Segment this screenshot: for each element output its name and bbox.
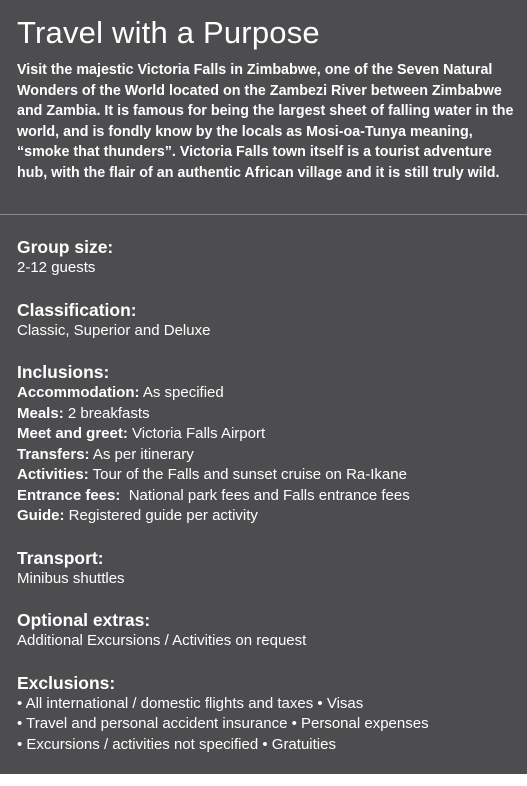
inclusion-value: National park fees and Falls entrance fees [120,486,410,504]
inclusion-value: Tour of the Falls and sunset cruise on Ra-Ikane [88,466,407,483]
exclusions-heading: Exclusions: [17,672,116,693]
inclusion-meet-and-greet [17,424,517,445]
inclusion-meals [17,404,517,425]
intro-paragraph: Visit the majestic Victoria Falls in Zimbabwe, one of the Seven Natural Wonders of the World located on the Zambezi River between Zimbabwe and Zambia. It is famous for being the largest sheet of falling water in the world, and is fondly know by the locals as Mosi-oa-Tunya meaning, “smoke that thunders”. Victoria Falls town itself is a tourist adventure hub, with the flair of an authentic African village and it is still truly wild. [17,62,514,181]
inclusion-label: Guide: [17,507,65,524]
inclusion-label: Transfers: [17,445,90,463]
inclusion-label: Activities: [17,466,89,483]
inclusion-label: Accommodation: [17,384,140,401]
inclusions-heading: Inclusions: [17,362,110,382]
classification-heading: Classification: [17,299,137,320]
inclusion-guide [17,506,517,527]
card-header [0,0,527,215]
inclusion-label: Meet and greet: [17,425,128,442]
inclusion-label: Meals: [17,404,64,422]
transport-value: Minibus shuttles [17,569,125,587]
classification-section [17,299,517,342]
group-size-value: 2-12 guests [17,259,96,276]
transport-section [17,547,517,590]
inclusion-transfers [17,445,517,466]
inclusion-value: As per itinerary [89,445,194,463]
inclusion-accommodation [17,383,517,404]
optional-extras-value: Additional Excursions / Activities on request [17,632,307,649]
exclusion-line: • All international / domestic flights and taxes • Visas [17,694,364,712]
inclusion-entrance-fees [17,486,517,507]
inclusion-activities [17,465,517,486]
group-size-heading: Group size: [17,237,114,257]
inclusion-value: Registered guide per activity [64,507,258,524]
optional-extras-section [17,609,517,652]
inclusion-label: Entrance fees: [17,486,121,504]
inclusions-section [17,361,517,527]
inclusion-value: 2 breakfasts [63,404,150,422]
optional-extras-heading: Optional extras: [17,610,151,630]
exclusion-line: • Excursions / activities not specified • Gratuities [17,735,336,753]
exclusion-line: • Travel and personal accident insurance • Personal expenses [17,715,429,732]
group-size-section [17,236,517,279]
page-title: Travel with a Purpose [17,15,320,50]
inclusion-value: As specified [139,384,224,401]
classification-value: Classic, Superior and Deluxe [17,321,211,339]
transport-heading: Transport: [17,547,104,568]
card-body [0,215,527,755]
exclusions-section [17,672,517,756]
inclusion-value: Victoria Falls Airport [127,425,266,442]
